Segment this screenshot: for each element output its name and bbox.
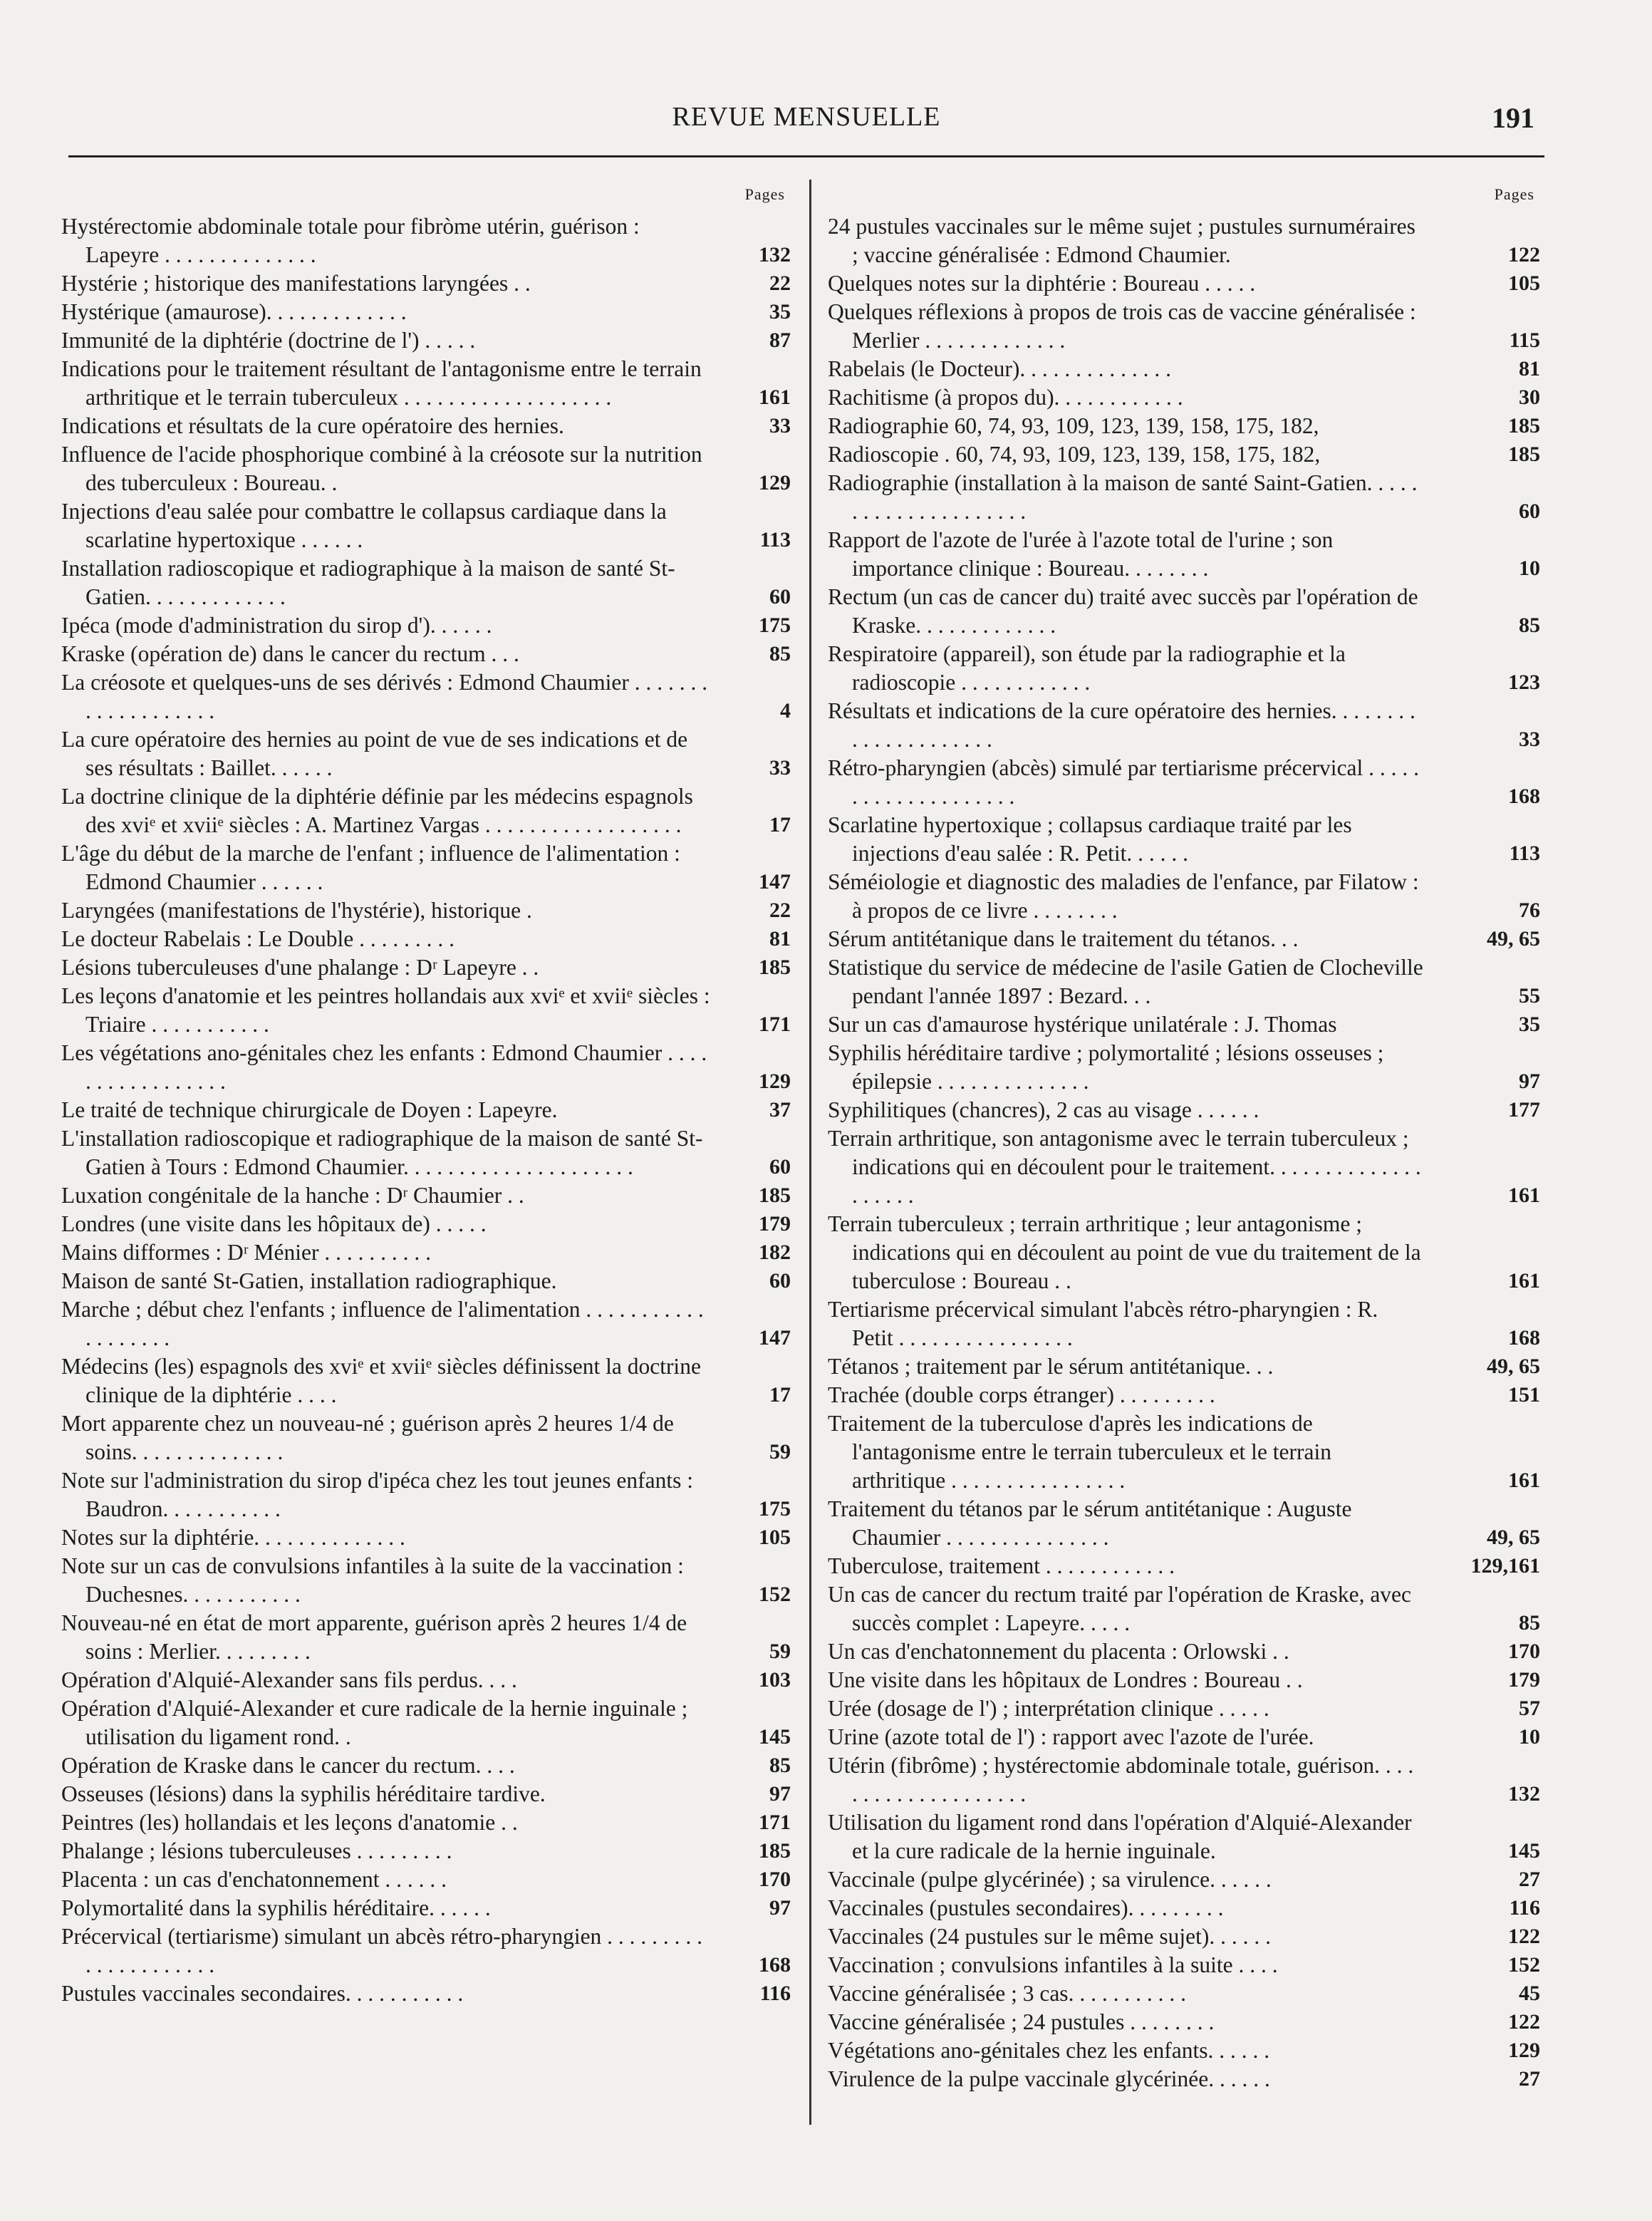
index-entry — [828, 925, 1540, 953]
entry-pages: 103 — [759, 1668, 791, 1692]
entry-pages: 147 — [759, 870, 791, 894]
entry-text: Influence de l'acide phosphorique combiné à la créosote sur la nutrition des tuberculeux : Boureau. . — [61, 442, 702, 495]
entry-text: Notes sur la diphtérie. . . . . . . . . . . . . . — [61, 1525, 405, 1550]
entry-text: Marche ; début chez l'enfants ; influence de l'alimentation . . . . . . . . . . . . . . . . . . . — [61, 1297, 704, 1350]
entry-text: Peintres (les) hollandais et les leçons d'anatomie . . — [61, 1810, 518, 1835]
index-entry — [61, 1837, 791, 1865]
entry-pages: 10 — [1519, 556, 1540, 580]
index-entry — [61, 1409, 791, 1466]
entry-pages: 171 — [759, 1013, 791, 1036]
index-entry — [61, 1352, 791, 1409]
index-entry — [828, 355, 1540, 383]
entry-pages: 132 — [1508, 1782, 1540, 1806]
entry-text: Utérin (fibrôme) ; hystérectomie abdominale totale, guérison. . . . . . . . . . . . . . . . . . . . — [828, 1753, 1414, 1806]
entry-pages: 168 — [1508, 1326, 1540, 1350]
index-entry — [828, 1979, 1540, 2008]
entry-pages: 168 — [759, 1953, 791, 1977]
entry-pages: 17 — [769, 813, 791, 837]
entry-pages: 59 — [769, 1440, 791, 1464]
index-entry — [61, 1295, 791, 1352]
entry-text: Installation radioscopique et radiographique à la maison de santé St-Gatien. . . . . . . . . . . . . — [61, 556, 675, 609]
entry-text: Statistique du service de médecine de l'asile Gatien de Clocheville pendant l'année 1897 : Bezard. . . — [828, 955, 1423, 1008]
entry-pages: 129 — [759, 471, 791, 495]
entry-text: Le docteur Rabelais : Le Double . . . . . . . . . — [61, 926, 454, 951]
entry-pages: 4 — [780, 699, 791, 723]
index-entry — [828, 2008, 1540, 2036]
index-entry — [61, 1865, 791, 1894]
entry-text: Rabelais (le Docteur). . . . . . . . . . . . . . — [828, 356, 1172, 381]
entry-pages: 10 — [1519, 1725, 1540, 1749]
index-entry — [828, 1210, 1540, 1295]
entry-text: Virulence de la pulpe vaccinale glycérinée. . . . . . — [828, 2066, 1270, 2091]
entry-pages: 116 — [759, 1982, 791, 2005]
entry-pages: 27 — [1519, 1868, 1540, 1891]
entry-text: Luxation congénitale de la hanche : Dʳ Chaumier . . — [61, 1183, 524, 1208]
entry-text: Terrain arthritique, son antagonisme avec le terrain tuberculeux ; indications qui en découlent pour le traitement. . . . . . . . . . . . . . . . . . . . — [828, 1126, 1421, 1208]
entry-pages: 132 — [759, 243, 791, 266]
index-entry — [61, 1096, 791, 1124]
entry-text: La créosote et quelques-uns de ses dérivés : Edmond Chaumier . . . . . . . . . . . . . . . . . . . — [61, 670, 708, 723]
entry-text: Traitement du tétanos par le sérum antitétanique : Auguste Chaumier . . . . . . . . . . . . . . . — [828, 1496, 1352, 1550]
index-entry — [61, 1780, 791, 1808]
entry-text: Syphilitiques (chancres), 2 cas au visage . . . . . . — [828, 1097, 1259, 1122]
entry-pages: 85 — [769, 642, 791, 666]
entry-text: Nouveau-né en état de mort apparente, guérison après 2 heures 1/4 de soins : Merlier. . . . . . . . . — [61, 1610, 687, 1664]
entry-pages: 55 — [1519, 984, 1540, 1008]
index-entry — [61, 782, 791, 839]
entry-pages: 179 — [1508, 1668, 1540, 1692]
entry-pages: 57 — [1519, 1697, 1540, 1720]
entry-text: Séméiologie et diagnostic des maladies de l'enfance, par Filatow : à propos de ce livre . . . . . . . . — [828, 869, 1419, 923]
index-entry — [61, 1267, 791, 1295]
entry-pages: 97 — [769, 1896, 791, 1920]
entry-pages: 113 — [759, 528, 791, 552]
entry-text: Une visite dans les hôpitaux de Londres : Boureau . . — [828, 1667, 1303, 1692]
entry-pages: 122 — [1508, 2010, 1540, 2034]
index-column-right — [828, 184, 1540, 2093]
index-entry — [61, 668, 791, 725]
entry-pages: 123 — [1508, 671, 1540, 694]
entry-text: Terrain tuberculeux ; terrain arthritique ; leur antagonisme ; indications qui en découlent au point de vue du traitement de la tuberculose : Boureau . . — [828, 1211, 1421, 1293]
entry-text: Sérum antitétanique dans le traitement du tétanos. . . — [828, 926, 1299, 951]
entry-text: Un cas d'enchatonnement du placenta : Orlowski . . — [828, 1639, 1289, 1664]
index-entry — [828, 697, 1540, 754]
entry-pages: 129,161 — [1470, 1554, 1540, 1578]
entry-text: Vaccinale (pulpe glycérinée) ; sa virulence. . . . . . — [828, 1867, 1272, 1892]
entry-text: Hystérique (amaurose). . . . . . . . . . . . . — [61, 299, 407, 324]
entry-text: Trachée (double corps étranger) . . . . . . . . . — [828, 1382, 1215, 1407]
entry-text: Radioscopie . 60, 74, 93, 109, 123, 139, 158, 175, 182, — [828, 442, 1321, 467]
journal-title: REVUE MENSUELLE — [672, 102, 941, 132]
entry-text: Maison de santé St-Gatien, installation radiographique. — [61, 1268, 557, 1293]
index-entry — [61, 1979, 791, 2008]
entry-text: Traitement de la tuberculose d'après les indications de l'antagonisme entre le terrain tuberculeux et le terrain arthritique . . . . . . . . . . . . . . . . — [828, 1411, 1331, 1493]
index-entry — [61, 1552, 791, 1609]
entry-pages: 152 — [1508, 1953, 1540, 1977]
entry-pages: 60 — [1519, 499, 1540, 523]
entry-text: Quelques réflexions à propos de trois cas de vaccine généralisée : Merlier . . . . . . . . . . . . . — [828, 299, 1416, 353]
index-entry — [828, 440, 1540, 469]
entry-text: Ipéca (mode d'administration du sirop d'). . . . . . — [61, 613, 492, 638]
entry-pages: 175 — [759, 1497, 791, 1521]
entry-text: Résultats et indications de la cure opératoire des hernies. . . . . . . . . . . . . . . . . . . . . — [828, 698, 1415, 752]
entry-pages: 33 — [1519, 728, 1540, 751]
index-entry — [828, 1922, 1540, 1951]
index-entry — [61, 1124, 791, 1181]
entry-pages: 60 — [769, 1269, 791, 1293]
entry-text: Utilisation du ligament rond dans l'opération d'Alquié-Alexander et la cure radicale de la hernie inguinale. — [828, 1810, 1412, 1863]
entry-pages: 161 — [759, 385, 791, 409]
entry-pages: 45 — [1519, 1982, 1540, 2005]
entry-pages: 85 — [1519, 614, 1540, 637]
index-entry — [828, 383, 1540, 412]
index-entry — [828, 1694, 1540, 1723]
entry-pages: 76 — [1519, 899, 1540, 922]
entry-pages: 147 — [759, 1326, 791, 1350]
entry-text: Pustules vaccinales secondaires. . . . . . . . . . . — [61, 1981, 464, 2006]
entry-text: Urée (dosage de l') ; interprétation clinique . . . . . — [828, 1696, 1269, 1721]
entry-pages: 97 — [1519, 1070, 1540, 1093]
entry-pages: 170 — [759, 1868, 791, 1891]
entry-pages: 161 — [1508, 1184, 1540, 1207]
entry-text: Tétanos ; traitement par le sérum antitétanique. . . — [828, 1354, 1274, 1379]
index-entry — [61, 1039, 791, 1096]
entry-pages: 185 — [759, 1184, 791, 1207]
entry-text: Phalange ; lésions tuberculeuses . . . . . . . . . — [61, 1838, 452, 1863]
index-entry — [61, 1751, 791, 1780]
entry-text: Vaccination ; convulsions infantiles à la suite . . . . — [828, 1952, 1278, 1977]
entry-text: Vaccinales (24 pustules sur le même sujet). . . . . . — [828, 1924, 1271, 1949]
entry-pages: 81 — [1519, 357, 1540, 380]
index-entry — [828, 269, 1540, 298]
index-entry — [828, 1409, 1540, 1495]
entry-text: Tertiarisme précervical simulant l'abcès rétro-pharyngien : R. Petit . . . . . . . . . . . . . . . . — [828, 1297, 1378, 1350]
index-entry — [828, 1295, 1540, 1352]
index-entry — [61, 1238, 791, 1267]
index-entry — [828, 412, 1540, 440]
entry-text: Rapport de l'azote de l'urée à l'azote total de l'urine ; son importance clinique : Boureau. . . . . . . . — [828, 527, 1334, 581]
entry-text: Les leçons d'anatomie et les peintres hollandais aux xviᵉ et xviiᵉ siècles : Triaire . . . . . . . . . . . — [61, 983, 710, 1037]
entry-pages: 37 — [769, 1098, 791, 1122]
entry-pages: 49, 65 — [1487, 1355, 1540, 1378]
entry-pages: 177 — [1508, 1098, 1540, 1122]
entry-text: Note sur un cas de convulsions infantiles à la suite de la vaccination : Duchesnes. . . . . . . . . . . — [61, 1553, 684, 1607]
entry-pages: 60 — [769, 1155, 791, 1179]
entry-pages: 35 — [769, 300, 791, 323]
entry-text: Opération d'Alquié-Alexander et cure radicale de la hernie inguinale ; utilisation du ligament rond. . — [61, 1696, 688, 1749]
index-entry — [61, 1181, 791, 1210]
header-rule — [68, 155, 1544, 157]
index-entry — [61, 1523, 791, 1552]
index-entry — [61, 1808, 791, 1837]
entry-pages: 152 — [759, 1583, 791, 1606]
entry-text: Hystérie ; historique des manifestations laryngées . . — [61, 271, 531, 296]
entry-pages: 105 — [759, 1526, 791, 1549]
index-column-left — [61, 184, 791, 2008]
index-entry — [828, 583, 1540, 640]
entry-text: Mort apparente chez un nouveau-né ; guérison après 2 heures 1/4 de soins. . . . . . . . . . . . . . — [61, 1411, 674, 1464]
entry-text: Médecins (les) espagnols des xviᵉ et xviiᵉ siècles définissent la doctrine clinique de la diphtérie . . . . — [61, 1354, 701, 1407]
entry-pages: 179 — [759, 1212, 791, 1236]
entry-text: Rectum (un cas de cancer du) traité avec succès par l'opération de Kraske. . . . . . . . . . . . . — [828, 584, 1418, 638]
entry-text: La doctrine clinique de la diphtérie définie par les médecins espagnols des xviᵉ et xviiᵉ siècles : A. Martinez Vargas . . . . . . . . . . . . . . . . . . — [61, 784, 693, 837]
entry-pages: 81 — [769, 927, 791, 951]
entry-pages: 115 — [1509, 328, 1540, 352]
entry-text: 24 pustules vaccinales sur le même sujet ; pustules surnuméraires ; vaccine généralisée : Edmond Chaumier. — [828, 214, 1415, 267]
index-entry — [61, 1609, 791, 1666]
index-entry — [828, 526, 1540, 583]
entry-text: L'installation radioscopique et radiographique de la maison de santé St-Gatien à Tours : Edmond Chaumier. . . . . . . . . . . . . . . . . . . . . — [61, 1126, 703, 1179]
entry-pages: 33 — [769, 756, 791, 780]
entry-text: Végétations ano-génitales chez les enfants. . . . . . — [828, 2038, 1270, 2063]
entry-pages: 22 — [769, 271, 791, 295]
page-header — [68, 98, 1544, 141]
entry-pages: 185 — [759, 956, 791, 979]
entry-pages: 185 — [1508, 414, 1540, 438]
index-entry — [61, 1694, 791, 1751]
entry-pages: 122 — [1508, 1925, 1540, 1948]
entry-text: Placenta : un cas d'enchatonnement . . . . . . — [61, 1867, 447, 1892]
entry-text: L'âge du début de la marche de l'enfant ; influence de l'alimentation : Edmond Chaumier . . . . . . — [61, 841, 680, 894]
index-entry — [61, 212, 791, 269]
entry-text: Lésions tuberculeuses d'une phalange : Dʳ Lapeyre . . — [61, 955, 539, 980]
entry-text: Le traité de technique chirurgicale de Doyen : Lapeyre. — [61, 1097, 558, 1122]
index-entry — [828, 811, 1540, 868]
entry-text: Radiographie (installation à la maison de santé Saint-Gatien. . . . . . . . . . . . . . . . . . . . . — [828, 470, 1418, 524]
entry-text: Vaccinales (pustules secondaires). . . . . . . . . — [828, 1895, 1224, 1920]
index-entry — [828, 1951, 1540, 1979]
index-entry — [828, 640, 1540, 697]
index-entry — [828, 1039, 1540, 1096]
entry-text: Tuberculose, traitement . . . . . . . . . . . . — [828, 1553, 1175, 1578]
index-entry — [828, 1637, 1540, 1666]
entry-pages: 85 — [769, 1754, 791, 1777]
entry-pages: 60 — [769, 585, 791, 609]
column-divider — [809, 180, 811, 2125]
index-entry — [828, 868, 1540, 925]
index-entry — [828, 1751, 1540, 1808]
entry-pages: 59 — [769, 1640, 791, 1663]
entry-text: Mains difformes : Dʳ Ménier . . . . . . . . . . — [61, 1240, 431, 1265]
index-entry — [828, 1808, 1540, 1865]
index-entry — [828, 1723, 1540, 1751]
index-entry — [61, 925, 791, 953]
index-entry — [61, 1466, 791, 1523]
index-entry — [828, 1580, 1540, 1637]
index-entry — [61, 497, 791, 554]
entry-pages: 185 — [759, 1839, 791, 1863]
index-entry — [61, 1210, 791, 1238]
index-entry — [828, 2036, 1540, 2065]
index-entry — [61, 412, 791, 440]
entry-text: Syphilis héréditaire tardive ; polymortalité ; lésions osseuses ; épilepsie . . . . . . . . . . . . . . — [828, 1040, 1384, 1094]
index-entry — [828, 1666, 1540, 1694]
entry-text: Urine (azote total de l') : rapport avec l'azote de l'urée. — [828, 1724, 1314, 1749]
entry-pages: 151 — [1508, 1383, 1540, 1407]
entry-text: Kraske (opération de) dans le cancer du rectum . . . — [61, 641, 519, 666]
entry-pages: 113 — [1509, 842, 1540, 865]
index-entry — [61, 269, 791, 298]
entry-pages: 49, 65 — [1487, 927, 1540, 951]
entry-text: Un cas de cancer du rectum traité par l'opération de Kraske, avec succès complet : Lapeyre. . . . . — [828, 1582, 1412, 1635]
entry-text: Indications et résultats de la cure opératoire des hernies. — [61, 413, 564, 438]
entry-pages: 27 — [1519, 2067, 1540, 2091]
index-entry — [828, 754, 1540, 811]
entry-pages: 17 — [769, 1383, 791, 1407]
entry-pages: 105 — [1508, 271, 1540, 295]
pages-column-label: Pages — [744, 185, 785, 203]
entry-text: Injections d'eau salée pour combattre le collapsus cardiaque dans la scarlatine hypertoxique . . . . . . — [61, 499, 667, 552]
index-entry — [828, 298, 1540, 355]
entry-pages: 171 — [759, 1811, 791, 1834]
index-entry — [828, 1096, 1540, 1124]
index-entry — [828, 212, 1540, 269]
entry-text: La cure opératoire des hernies au point de vue de ses indications et de ses résultats : Baillet. . . . . . — [61, 727, 688, 780]
entry-text: Laryngées (manifestations de l'hystérie), historique . — [61, 898, 532, 923]
entry-pages: 170 — [1508, 1640, 1540, 1663]
entry-text: Les végétations ano-génitales chez les enfants : Edmond Chaumier . . . . . . . . . . . . . . . . . — [61, 1040, 707, 1094]
entry-pages: 116 — [1509, 1896, 1540, 1920]
entry-pages: 85 — [1519, 1611, 1540, 1635]
index-entry — [828, 1381, 1540, 1409]
entry-pages: 122 — [1508, 243, 1540, 266]
entry-text: Note sur l'administration du sirop d'ipéca chez les tout jeunes enfants : Baudron. . . . . . . . . . . — [61, 1468, 693, 1521]
entry-text: Rachitisme (à propos du). . . . . . . . . . . . — [828, 385, 1183, 410]
entry-text: Respiratoire (appareil), son étude par la radiographie et la radioscopie . . . . . . . . . . . . — [828, 641, 1346, 695]
index-entry — [61, 355, 791, 412]
entry-pages: 30 — [1519, 385, 1540, 409]
entry-text: Précervical (tertiarisme) simulant un abcès rétro-pharyngien . . . . . . . . . . . . . . . . . . . . . — [61, 1924, 703, 1977]
index-entry — [61, 953, 791, 982]
entry-pages: 145 — [1508, 1839, 1540, 1863]
index-entry — [61, 839, 791, 896]
index-entry — [828, 1010, 1540, 1039]
entry-pages: 129 — [1508, 2039, 1540, 2062]
entry-text: Scarlatine hypertoxique ; collapsus cardiaque traité par les injections d'eau salée : R. Petit. . . . . . — [828, 812, 1352, 866]
index-entry — [61, 440, 791, 497]
entry-pages: 185 — [1508, 442, 1540, 466]
index-entry — [61, 298, 791, 326]
page-number: 191 — [1492, 102, 1534, 134]
entry-pages: 87 — [769, 328, 791, 352]
index-entry — [61, 1894, 791, 1922]
entry-pages: 168 — [1508, 785, 1540, 808]
entry-text: Rétro-pharyngien (abcès) simulé par tertiarisme précervical . . . . . . . . . . . . . . . . . . . . — [828, 755, 1420, 809]
entry-text: Osseuses (lésions) dans la syphilis héréditaire tardive. — [61, 1781, 546, 1806]
entry-text: Opération de Kraske dans le cancer du rectum. . . . — [61, 1753, 515, 1778]
index-entry — [828, 1552, 1540, 1580]
index-entry — [61, 1666, 791, 1694]
entry-pages: 145 — [759, 1725, 791, 1749]
index-entry — [828, 2065, 1540, 2093]
index-entry — [61, 896, 791, 925]
entry-pages: 49, 65 — [1487, 1526, 1540, 1549]
entry-pages: 22 — [769, 899, 791, 922]
index-entry — [61, 1922, 791, 1979]
index-entry — [828, 1124, 1540, 1210]
index-entry — [828, 469, 1540, 526]
entry-pages: 97 — [769, 1782, 791, 1806]
entry-text: Vaccine généralisée ; 24 pustules . . . . . . . . — [828, 2009, 1215, 2034]
pages-column-label: Pages — [1494, 185, 1534, 203]
entry-text: Sur un cas d'amaurose hystérique unilatérale : J. Thomas — [828, 1012, 1337, 1037]
entry-text: Quelques notes sur la diphtérie : Boureau . . . . . — [828, 271, 1256, 296]
index-entry — [828, 953, 1540, 1010]
entry-pages: 129 — [759, 1070, 791, 1093]
entry-text: Vaccine généralisée ; 3 cas. . . . . . . . . . . — [828, 1981, 1186, 2006]
index-entry — [61, 982, 791, 1039]
entry-text: Londres (une visite dans les hôpitaux de) . . . . . — [61, 1211, 487, 1236]
index-entry — [828, 1352, 1540, 1381]
entry-text: Hystérectomie abdominale totale pour fibròme utérin, guérison : Lapeyre . . . . . . . . . . . . . . — [61, 214, 640, 267]
entry-text: Opération d'Alquié-Alexander sans fils perdus. . . . — [61, 1667, 517, 1692]
entry-pages: 33 — [769, 414, 791, 438]
index-entry — [61, 640, 791, 668]
index-entry — [61, 326, 791, 355]
entry-text: Immunité de la diphtérie (doctrine de l') . . . . . — [61, 328, 476, 353]
entry-pages: 35 — [1519, 1013, 1540, 1036]
entry-text: Indications pour le traitement résultant de l'antagonisme entre le terrain arthritique et le terrain tuberculeux . . . . . . . . . . . . . . . . . . . — [61, 356, 702, 410]
entry-pages: 161 — [1508, 1469, 1540, 1492]
entry-text: Radiographie 60, 74, 93, 109, 123, 139, 158, 175, 182, — [828, 413, 1319, 438]
index-entry — [828, 1894, 1540, 1922]
entry-pages: 161 — [1508, 1269, 1540, 1293]
entry-pages: 175 — [759, 614, 791, 637]
index-entry — [828, 1865, 1540, 1894]
index-entry — [828, 1495, 1540, 1552]
index-entry — [61, 725, 791, 782]
entry-text: Polymortalité dans la syphilis héréditaire. . . . . . — [61, 1895, 491, 1920]
index-entry — [61, 611, 791, 640]
index-entry — [61, 554, 791, 611]
entry-pages: 182 — [759, 1241, 791, 1264]
